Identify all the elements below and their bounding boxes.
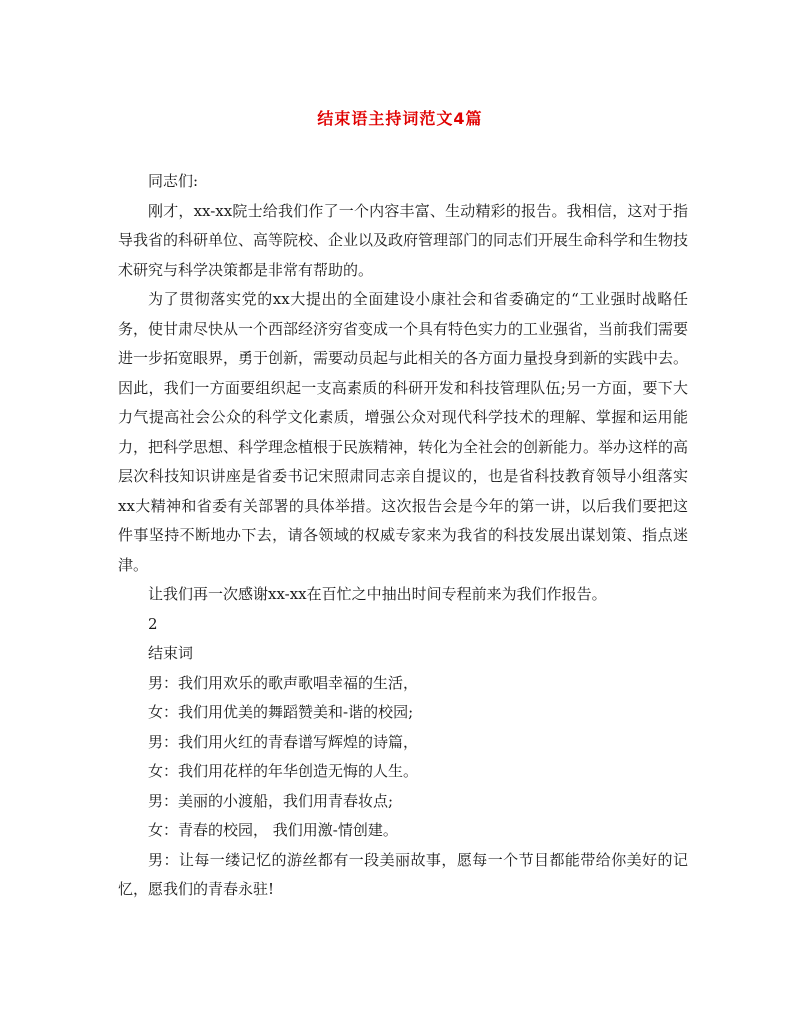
paragraph-closing-thanks: 让我们再一次感谢xx-xx在百忙之中抽出时间专程前来为我们作报告。 bbox=[148, 585, 607, 603]
section-heading: 结束词 bbox=[148, 644, 194, 662]
dialogue-line: 女：我们用优美的舞蹈赞美和-谐的校园; bbox=[148, 703, 414, 721]
dialogue-line: 女：青春的校园， 我们用激-情创建。 bbox=[148, 821, 398, 839]
dialogue-line: 男：让每一缕记忆的游丝都有一段美丽故事，愿每一个节目都能带给你美好的记忆，愿我们的青春永驻! bbox=[118, 850, 688, 898]
paragraph-strategy: 为了贯彻落实党的xx大提出的全面建设小康社会和省委确定的“工业强时战略任务，使甘肃尽快从一个西部经济穷省变成一个具有特色实力的工业强省，当前我们需要进一步拓宽眼界，勇于创新，需要动员起与此相关的各方面力量投身到新的实践中去。因此，我们一方面要组织起一支高素质的科研开发和科技管理队伍;另一方面，要下大力气提高社会公众的科学文化素质，增强公众对现代科学技术的理解、掌握和运用能力，把科学思想、科学理念植根于民族精神，转化为全社会的创新能力。举办这样的高层次科技知识讲座是省委书记宋照肃同志亲自提议的，也是省科技教育领导小组落实xx大精神和省委有关部署的具体举措。这次报告会是今年的第一讲，以后我们要把这件事坚持不断地办下去，请各领域的权威专家来为我省的科技发展出谋划策、指点迷津。 bbox=[118, 290, 689, 574]
paragraph-greeting: 同志们: bbox=[148, 172, 199, 190]
dialogue-line: 男：我们用火红的青春谱写辉煌的诗篇， bbox=[148, 732, 419, 751]
dialogue-line: 女：我们用花样的年华创造无悔的人生。 bbox=[148, 762, 419, 780]
dialogue-line: 男：美丽的小渡船，我们用青春妆点; bbox=[148, 791, 394, 810]
paragraph-thanks-report: 刚才，xx-xx院士给我们作了一个内容丰富、生动精彩的报告。我相信，这对于指导我省的科研单位、高等院校、企业以及政府管理部门的同志们开展生命科学和生物技术研究与科学决策都是非常有帮助的。 bbox=[118, 201, 689, 279]
section-number: 2 bbox=[148, 614, 158, 633]
document-title: 结束语主持词范文4篇 bbox=[317, 109, 483, 128]
document-body bbox=[118, 167, 688, 905]
dialogue-line: 男：我们用欢乐的歌声歌唱幸福的生活， bbox=[148, 673, 419, 692]
